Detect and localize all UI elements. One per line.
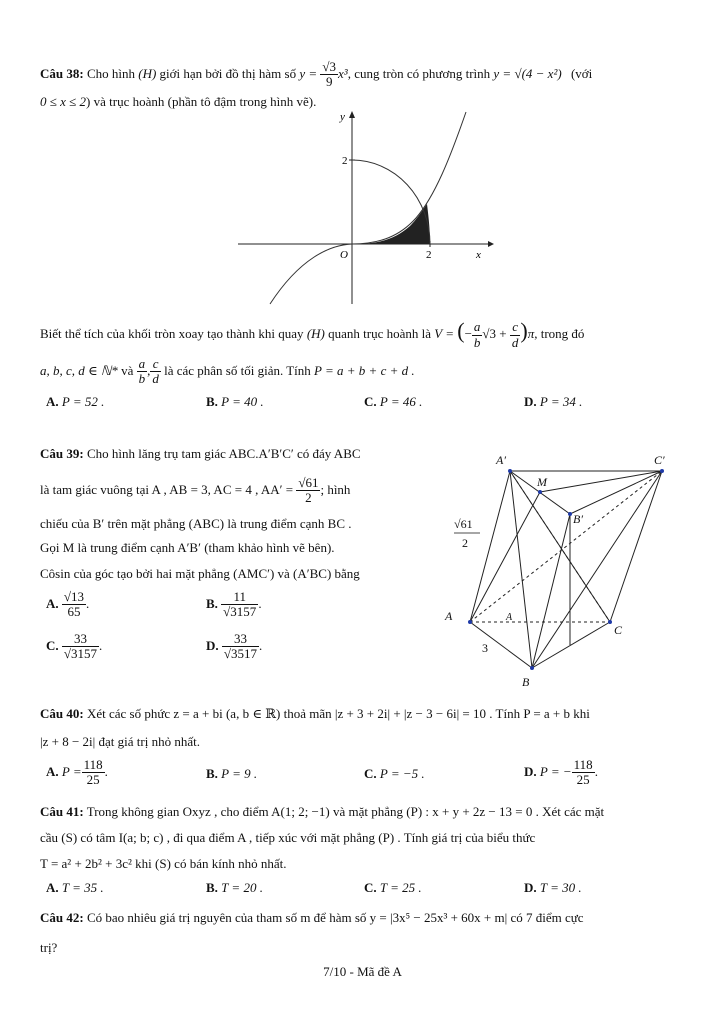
edge-label-den: 2 bbox=[462, 536, 468, 550]
label-B1: B′ bbox=[573, 512, 583, 526]
q38-fn-x: x³ bbox=[338, 65, 348, 81]
label-C: C bbox=[614, 623, 623, 637]
q41-line2 bbox=[40, 830, 535, 846]
q38-set: a, b, c, d ∈ ℕ* bbox=[40, 362, 118, 378]
line-AC1-dashed bbox=[470, 471, 662, 622]
x-label: x bbox=[476, 249, 481, 261]
q40-line2-text: |z + 8 − 2i| đạt giá trị nhỏ nhất. bbox=[40, 734, 200, 749]
y-label: y bbox=[340, 111, 345, 123]
q39-option-b[interactable]: B. $\frac{11}{√3157}$ . bbox=[206, 589, 262, 620]
q40-line2 bbox=[40, 734, 200, 750]
line-AM bbox=[470, 492, 540, 622]
q38-sqrt3: √3 bbox=[482, 326, 497, 341]
q38-fn-y: y = bbox=[299, 65, 318, 81]
q39-line2-b: ; hình bbox=[320, 481, 351, 497]
q38-text-d: (với bbox=[570, 65, 593, 81]
q38-pi: π bbox=[527, 326, 535, 341]
q40-option-b[interactable]: B. P = 9 . bbox=[206, 766, 258, 781]
label-B: B bbox=[522, 675, 530, 689]
q39-line5 bbox=[40, 566, 360, 582]
q42-line2-text: trị? bbox=[40, 940, 58, 955]
q38-cond: 0 ≤ x ≤ 2 bbox=[40, 94, 87, 109]
q39-line5-text: Côsin của góc tạo bởi hai mặt phẳng (AMC′) và (A′BC) bằng bbox=[40, 566, 360, 581]
label-A1: A′ bbox=[496, 453, 506, 467]
q42-line1 bbox=[40, 910, 584, 926]
y-axis-arrow-icon bbox=[349, 111, 355, 118]
q41-option-b[interactable]: B. T = 20 . bbox=[206, 880, 263, 895]
q38-circle-eq: y = √(4 − x²) bbox=[493, 65, 562, 81]
origin-label: O bbox=[340, 249, 348, 261]
q41-line1-text: Trong không gian Oxyz , cho điểm A(1; 2; −1) và mặt phẳng (P) : x + y + 2z − 13 = 0 . Xét các mặt bbox=[86, 804, 605, 819]
q38-H: (H) bbox=[138, 65, 157, 81]
q41-option-d[interactable]: D. T = 30 . bbox=[524, 880, 582, 895]
label-M: M bbox=[537, 475, 547, 489]
q38-label: Câu 38: bbox=[40, 65, 84, 81]
q39-line1 bbox=[40, 446, 361, 462]
q38-body2: a, b, c, d ∈ ℕ* và $\frac{a}{b}$ , $\frac{c}{d}$ là các phân số tối giản. Tính P = a + b + c + d . bbox=[40, 356, 415, 387]
point-B bbox=[530, 666, 534, 670]
edge-BC bbox=[532, 622, 610, 668]
q38-V: V = bbox=[434, 326, 454, 341]
q38-text: Cho hình bbox=[86, 65, 135, 81]
q38-frac-ab: $\frac{a}{b}$ bbox=[473, 319, 481, 350]
q42-line2 bbox=[40, 940, 57, 956]
edge-MC1 bbox=[540, 471, 662, 492]
label-ab: 3 bbox=[482, 641, 488, 655]
q42-line1-text: Có bao nhiêu giá trị nguyên của tham số m để hàm số y = |3x⁵ − 25x³ + 60x + m| có 7 điểm cực bbox=[86, 910, 584, 925]
q38-line2-text: ) và trục hoành (phần tô đậm trong hình vẽ). bbox=[86, 94, 317, 109]
q38-P-expr: P = a + b + c + d . bbox=[314, 362, 415, 378]
q38-body-c: , trong đó bbox=[534, 326, 585, 341]
q39-line2 bbox=[40, 476, 350, 506]
q39-option-d[interactable]: D. $\frac{33}{√3517}$ . bbox=[206, 631, 263, 662]
point-C1 bbox=[660, 469, 664, 473]
q38-frac-ab2: $\frac{a}{b}$ bbox=[138, 356, 146, 387]
label-C1: C′ bbox=[654, 453, 665, 467]
shaded-region bbox=[352, 204, 430, 244]
edge-AB bbox=[470, 622, 532, 668]
q41-line1 bbox=[40, 804, 604, 820]
q38-body-a: Biết thể tích của khối tròn xoay tạo thành khi quay bbox=[40, 326, 304, 341]
edge-label-num: √61 bbox=[454, 517, 473, 531]
q38-body-b: quanh trục hoành là bbox=[328, 326, 431, 341]
line-A1B bbox=[510, 471, 532, 668]
q39-line3-text: chiếu của B′ trên mặt phẳng (ABC) là trung điểm cạnh BC . bbox=[40, 516, 352, 531]
q38-option-a[interactable]: A. P = 52 . bbox=[46, 394, 105, 409]
x-tick-label: 2 bbox=[426, 249, 432, 261]
q38-option-c[interactable]: C. P = 46 . bbox=[364, 394, 423, 409]
point-C bbox=[608, 620, 612, 624]
q38-text-b: giới hạn bởi đồ thị hàm số bbox=[159, 65, 297, 81]
point-M bbox=[538, 490, 542, 494]
edge-AA1 bbox=[470, 471, 510, 622]
q39-line4-text: Gọi M là trung điểm cạnh A′B′ (tham khảo hình vẽ bên). bbox=[40, 540, 335, 555]
point-A bbox=[468, 620, 472, 624]
q40-option-c[interactable]: C. P = −5 . bbox=[364, 766, 425, 781]
q39-line3 bbox=[40, 516, 352, 532]
edge-CC1 bbox=[610, 471, 662, 622]
label-mid: A bbox=[506, 612, 513, 623]
q40-line1-text: Xét các số phức z = a + bi (a, b ∈ ℝ) thoả mãn |z + 3 + 2i| + |z − 3 − 6i| = 10 . Tính P = a + b khi bbox=[86, 706, 590, 721]
q38-frac-cd2: $\frac{c}{d}$ bbox=[152, 356, 159, 387]
q42-label: Câu 42: bbox=[40, 910, 84, 925]
q40-label: Câu 40: bbox=[40, 706, 84, 721]
edge-BB1 bbox=[532, 514, 570, 668]
q39-option-c[interactable]: C. $\frac{33}{√3157}$ . bbox=[46, 631, 103, 662]
q40-option-a[interactable]: A. P = $\frac{118}{25}$ . bbox=[46, 757, 108, 788]
q39-prism-figure bbox=[440, 446, 690, 691]
page-footer: 7/10 - Mã đề A bbox=[323, 964, 402, 979]
q39-sqrt61-frac: $\frac{√61}{2}$ bbox=[298, 475, 319, 506]
q38-and: và bbox=[121, 362, 134, 378]
q39-line4 bbox=[40, 540, 335, 556]
q38-option-d[interactable]: D. P = 34 . bbox=[524, 394, 583, 409]
q41-line3-text: T = a² + 2b² + 3c² khi (S) có bán kính nhỏ nhất. bbox=[40, 856, 287, 871]
q38-text-c: , cung tròn có phương trình bbox=[347, 65, 491, 81]
q41-label: Câu 41: bbox=[40, 804, 84, 819]
q39-line2-text: là tam giác vuông tại A , AB = 3, AC = 4 , AA′ = bbox=[40, 481, 294, 497]
q38-body1: Biết thể tích của khối tròn xoay tạo thành khi quay (H) quanh trục hoành là V = (− $\frac{a}{b}$ √3 + $\frac{c}{d}$ )π, trong đó bbox=[40, 318, 585, 350]
q38-frac-text: là các phân số tối giản. Tính bbox=[164, 362, 311, 378]
point-B1 bbox=[568, 512, 572, 516]
q38-H2: (H) bbox=[306, 326, 325, 341]
label-A: A bbox=[445, 609, 453, 623]
q38-graph bbox=[230, 108, 500, 308]
q39-option-a[interactable]: A. $\frac{√13}{65}$ . bbox=[46, 589, 90, 620]
q38-option-b[interactable]: B. P = 40 . bbox=[206, 394, 264, 409]
q40-option-d[interactable]: D. P = − $\frac{118}{25}$ . bbox=[524, 757, 598, 788]
q41-line3 bbox=[40, 856, 286, 872]
point-A1 bbox=[508, 469, 512, 473]
y-tick-label: 2 bbox=[342, 155, 348, 167]
q38-frac-cd: $\frac{c}{d}$ bbox=[511, 319, 519, 350]
q40-line1 bbox=[40, 706, 590, 722]
q41-line2-text: cầu (S) có tâm I(a; b; c) , đi qua điểm A , tiếp xúc với mặt phẳng (P) . Tính giá trị của biểu thức bbox=[40, 830, 536, 845]
x-axis-arrow-icon bbox=[488, 241, 494, 247]
q41-option-c[interactable]: C. T = 25 . bbox=[364, 880, 422, 895]
q38-line1 bbox=[40, 60, 592, 90]
q38-fn-frac: $\frac{√3}{9}$ bbox=[322, 59, 337, 90]
q39-line1-text: Cho hình lăng trụ tam giác ABC.A′B′C′ có đáy ABC bbox=[86, 446, 361, 461]
q39-label: Câu 39: bbox=[40, 446, 84, 461]
cubic-curve bbox=[270, 112, 466, 304]
q41-option-a[interactable]: A. T = 35 . bbox=[46, 880, 104, 895]
